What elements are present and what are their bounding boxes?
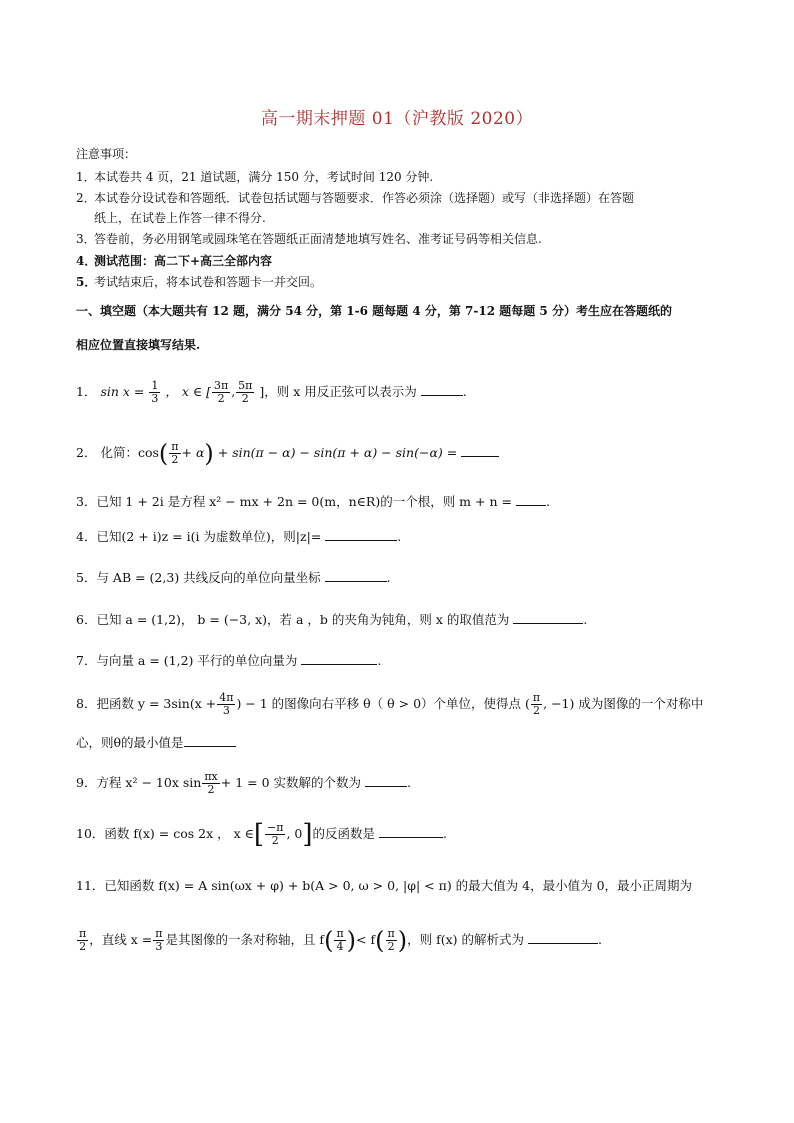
question-9: 9．方程 x² − 10x sin $\frac{\pi x}{2}$ + 1 = 0 实数解的个数为 . (76, 770, 411, 796)
answer-blank[interactable] (365, 772, 407, 787)
answer-blank[interactable] (421, 381, 463, 396)
fraction: $\frac{\pi}{2}$ (387, 927, 395, 953)
answer-blank[interactable] (461, 442, 499, 457)
page-title: 高一期末押题 01（沪教版 2020） (260, 109, 534, 129)
fraction: $\frac{\pi}{4}$ (336, 927, 344, 953)
section-heading: 一、填空题（本大题共有 12 题，满分 54 分，第 1-6 题每题 4 分，第 7-12 题每题 5 分）考生应在答题纸的 (76, 304, 672, 318)
question-5: 5．与 AB = (2,3) 共线反向的单位向量坐标 . (76, 566, 726, 590)
question-11: 11．已知函数 f(x) = A sin(ωx + φ) + b(A > 0, ω > 0, |φ| < π) 的最大值为 4，最小值为 0，最小正周期为 (76, 878, 693, 893)
answer-blank[interactable] (528, 929, 598, 944)
question-3: 3．已知 1 + 2i 是方程 x² − mx + 2n = 0(m，n∈R)的一个根，则 m + n = . (76, 490, 726, 514)
question-7: 7．与向量 a = (1,2) 平行的单位向量为 . (76, 649, 726, 673)
section-heading-line2: 相应位置直接填写结果. (76, 338, 201, 352)
fraction: $\frac{-\pi}{2}$ (267, 821, 284, 847)
fraction: $\frac{5\pi}{2}$ (238, 379, 253, 405)
fraction: $\frac{1}{3}$ (151, 379, 159, 405)
question-4: 4．已知(2 + i)z = i(i 为虚数单位)，则|z|= . (76, 525, 726, 549)
fraction: $\frac{\pi x}{2}$ (204, 770, 218, 796)
question-1: 1． sin x = $\frac{1}{3}$ ， x ∈ [ $\frac{3\pi}{2}$ , $\frac{5\pi}{2}$ ]，则 x 用反正弦可以表示为 . (76, 379, 467, 405)
answer-blank[interactable] (184, 732, 236, 747)
note-item: 3．答卷前，务必用钢笔或圆珠笔在答题纸正面清楚地填写姓名、准考证号码等相关信息. (76, 232, 542, 246)
note-item: 5．考试结束后，将本试卷和答题卡一并交回。 (76, 275, 323, 289)
notes-heading: 注意事项： (76, 147, 137, 161)
question-8: 8．把函数 y = 3sin(x + $\frac{4\pi}{3}$ ) − 1 的图像向右平移 θ（ θ > 0）个单位，使得点 ( $\frac{\pi}{2}$ , −1) 成为图像的一个对称中 (76, 691, 704, 717)
question-10: 10．函数 f(x) = cos 2x ， x ∈[ $\frac{-\pi}{2}$ , 0]的反函数是 . (76, 819, 448, 850)
fraction: $\frac{\pi}{2}$ (171, 440, 179, 466)
question-6: 6．已知 a = (1,2)， b = (−3, x)，若 a ，b 的夹角为钝角，则 x 的取值范为 . (76, 608, 726, 632)
answer-blank[interactable] (513, 609, 583, 624)
note-item: 4．测试范围：高二下+高三全部内容 (76, 254, 273, 268)
question-11-line2: $\frac{\pi}{2}$ ，直线 x = $\frac{\pi}{3}$ 是其图像的一条对称轴，且 f( $\frac{\pi}{4}$ )< f( $\frac{\pi}{2}$ )，则 f(x) 的解析式为 . (79, 926, 602, 955)
note-item: 纸上，在试卷上作答一律不得分. (94, 211, 266, 225)
question-2: 2． 化简：cos( $\frac{\pi}{2}$ + α) + sin(π − α) − sin(π + α) − sin(−α) = (76, 441, 726, 466)
fraction: $\frac{\pi}{2}$ (79, 927, 87, 953)
note-item: 1．本试卷共 4 页，21 道试题，满分 150 分，考试时间 120 分钟. (76, 170, 434, 184)
note-item: 2．本试卷分设试卷和答题纸．试卷包括试题与答题要求．作答必须涂（选择题）或写（非选择题）在答题 (76, 191, 635, 205)
fraction: $\frac{4\pi}{3}$ (219, 691, 234, 717)
answer-blank[interactable] (325, 526, 397, 541)
answer-blank[interactable] (325, 567, 387, 582)
answer-blank[interactable] (301, 650, 377, 665)
fraction: $\frac{3\pi}{2}$ (213, 379, 229, 405)
fraction: $\frac{\pi}{2}$ (532, 691, 541, 717)
answer-blank[interactable] (516, 491, 546, 506)
question-8-line2: 心，则θ的最小值是 (76, 731, 726, 755)
answer-blank[interactable] (379, 823, 443, 838)
fraction: $\frac{\pi}{3}$ (155, 927, 163, 953)
